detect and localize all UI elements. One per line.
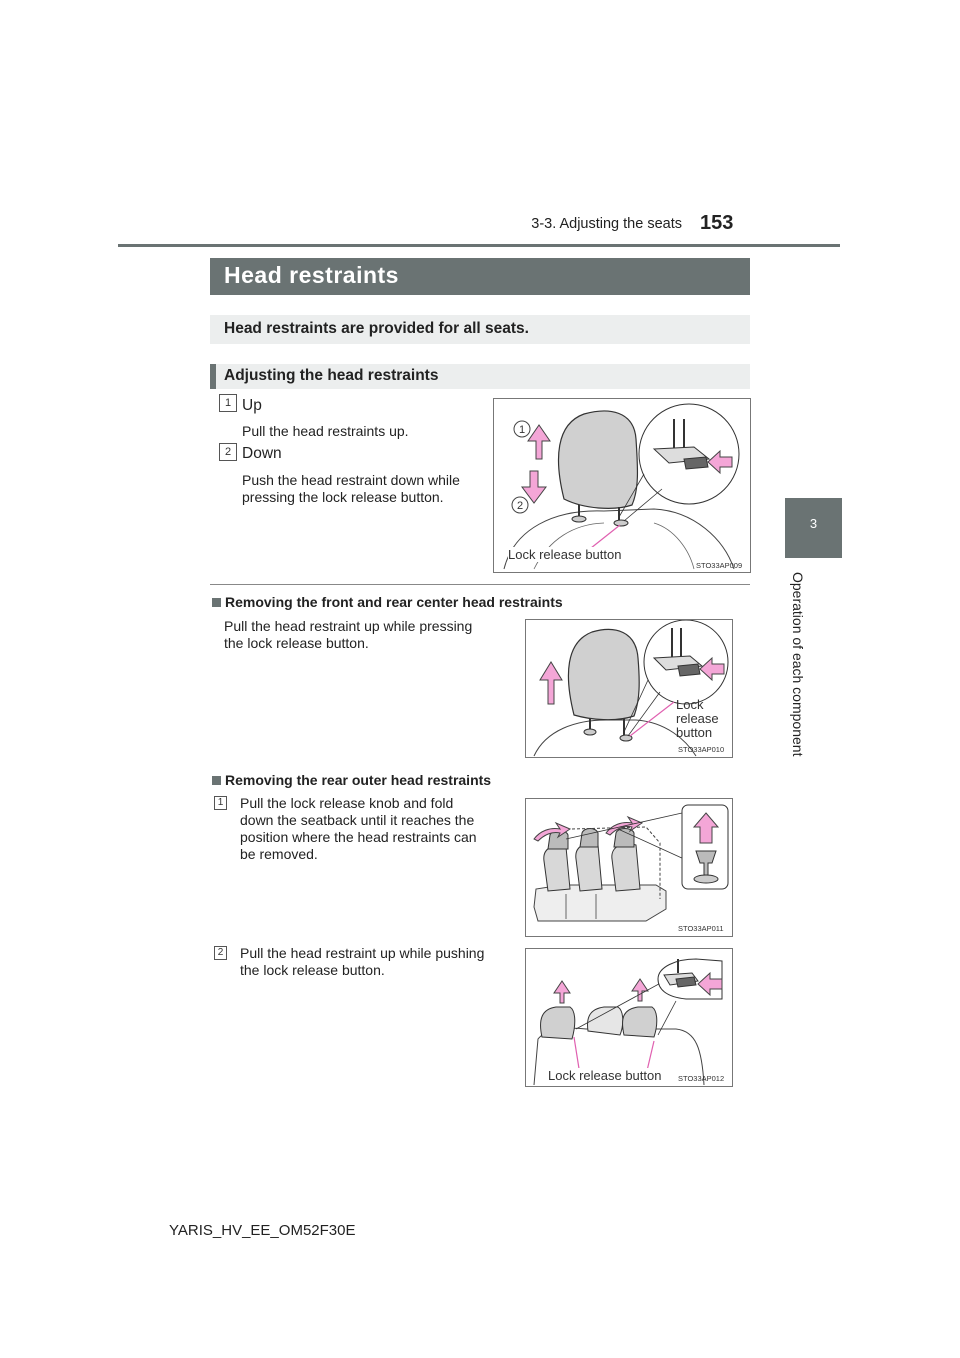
figure-rear-remove [525,948,733,1087]
figure-adjusting-head-restraint [493,398,751,573]
item-down-title: Down [242,445,282,462]
arrow-label-1: 1 [518,424,526,436]
figure-1-code: STO33AP009 [696,561,743,570]
step-2-icon: 2 [219,443,237,461]
adjusting-heading-bar [210,364,750,389]
chapter-title: Operation of each component [790,572,806,757]
intro-text: Head restraints are provided for all seats. [224,320,529,337]
section-title: 3-3. Adjusting the seats [531,216,682,232]
removing-rear-heading: Removing the rear outer head restraints [212,772,491,788]
header-divider [118,244,840,247]
arrow-label-2: 2 [516,500,524,512]
rear-step-2-icon: 2 [214,946,227,960]
bullet-square-icon [212,776,221,785]
rear-seat-fold-illustration [526,799,732,936]
figure-removing-front [525,619,733,758]
page-title: Head restraints [224,262,399,288]
removing-front-text: Pull the head restraint up while pressing the lock release button. [224,618,473,651]
item-up-title: Up [242,397,262,414]
figure-rear-fold [525,798,733,937]
removing-front-heading: Removing the front and rear center head restraints [212,594,563,610]
section-divider [210,584,750,585]
figure-3-code: STO33AP011 [678,924,724,933]
document-code: YARIS_HV_EE_OM52F30E [169,1222,356,1239]
figure-2-label: Lock release button [676,697,719,740]
page-title-bar [210,258,750,295]
adjusting-heading: Adjusting the head restraints [224,367,439,384]
rear-restraint-illustration [526,949,732,1086]
figure-4-code: STO33AP012 [678,1074,725,1083]
step-1-icon: 1 [219,394,237,412]
item-down-text: Push the head restraint down while pressing the lock release button. [242,472,460,505]
page-number: 153 [700,212,734,234]
rear-step-2-text: Pull the head restraint up while pushing the lock release button. [240,945,485,978]
rear-step-1-text: Pull the lock release knob and fold down the seatback until it reaches the position where the head restraints can be removed. [240,795,477,862]
chapter-side-label [784,572,808,772]
figure-2-code: STO33AP010 [678,745,725,754]
item-up-text: Pull the head restraints up. [242,423,409,439]
chapter-tab [785,498,842,558]
bullet-square-icon [212,598,221,607]
figure-4-label: Lock release button [548,1068,662,1083]
intro-bar [210,315,750,344]
figure-1-label: Lock release button [508,547,622,562]
rear-step-1-icon: 1 [214,796,227,810]
chapter-number: 3 [809,516,818,531]
